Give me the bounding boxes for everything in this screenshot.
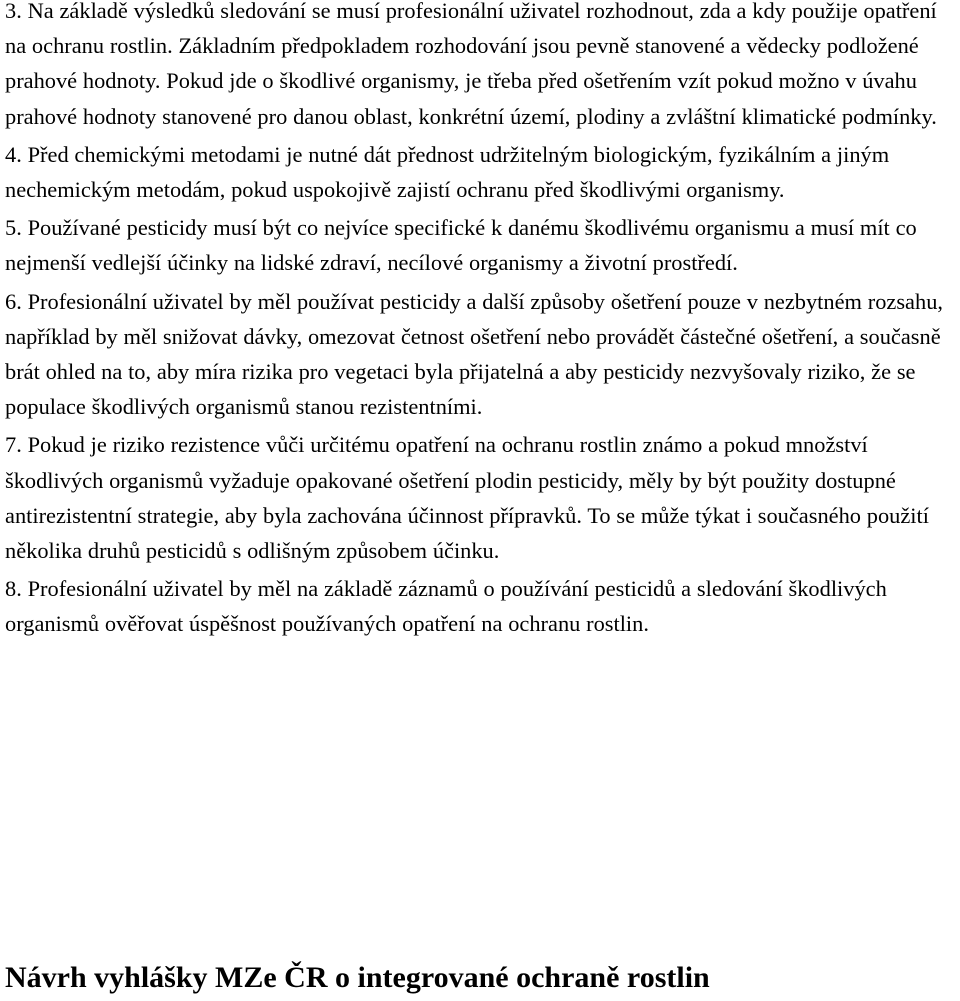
paragraph-6: 6. Profesionální uživatel by měl používat pesticidy a další způsoby ošetření pouze v nezbytném rozsahu, například by měl snižovat dávky, omezovat četnost ošetření nebo provádět částečné ošetření, a současně brát ohled na to, aby míra rizika pro vegetaci byla přijatelná a aby pesticidy nezvyšovaly riziko, že se populace škodlivých organismů stanou rezistentními.	[5, 288, 943, 420]
paragraph-5: 5. Používané pesticidy musí být co nejvíce specifické k danému škodlivému organismu a musí mít co nejmenší vedlejší účinky na lidské zdraví, necílové organismy a životní prostředí.	[5, 215, 917, 276]
paragraph-3: 3. Na základě výsledků sledování se musí profesionální uživatel rozhodnout, zda a kdy použije opatření na ochranu rostlin. Základním předpokladem rozhodování jsou pevně stanovené a vědecky podložené prahové hodnoty. Pokud jde o škodlivé organismy, je třeba před ošetřením vzít pokud možno v úvahu prahové hodnoty stanovené pro danou oblast, konkrétní území, plodiny a zvláštní klimatické podmínky.	[5, 0, 937, 129]
paragraph-4: 4. Před chemickými metodami je nutné dát přednost udržitelným biologickým, fyzikálním a jiným nechemickým metodám, pokud uspokojivě zajistí ochranu před škodlivými organismy.	[5, 141, 890, 203]
section-heading: Návrh vyhlášky MZe ČR o integrované ochraně rostlin	[5, 961, 710, 994]
paragraph-8: 8. Profesionální uživatel by měl na základě záznamů o používání pesticidů a sledování škodlivých organismů ověřovat úspěšnost používaných opatření na ochranu rostlin.	[5, 576, 887, 637]
paragraph-7: 7. Pokud je riziko rezistence vůči určitému opatření na ochranu rostlin známo a pokud množství škodlivých organismů vyžaduje opakované ošetření plodin pesticidy, měly by být použity dostupné antirezistentní strategie, aby byla zachována účinnost přípravků. To se může týkat i současného použití několika druhů pesticidů s odlišným způsobem účinku.	[5, 432, 929, 564]
document-body	[5, 0, 957, 645]
